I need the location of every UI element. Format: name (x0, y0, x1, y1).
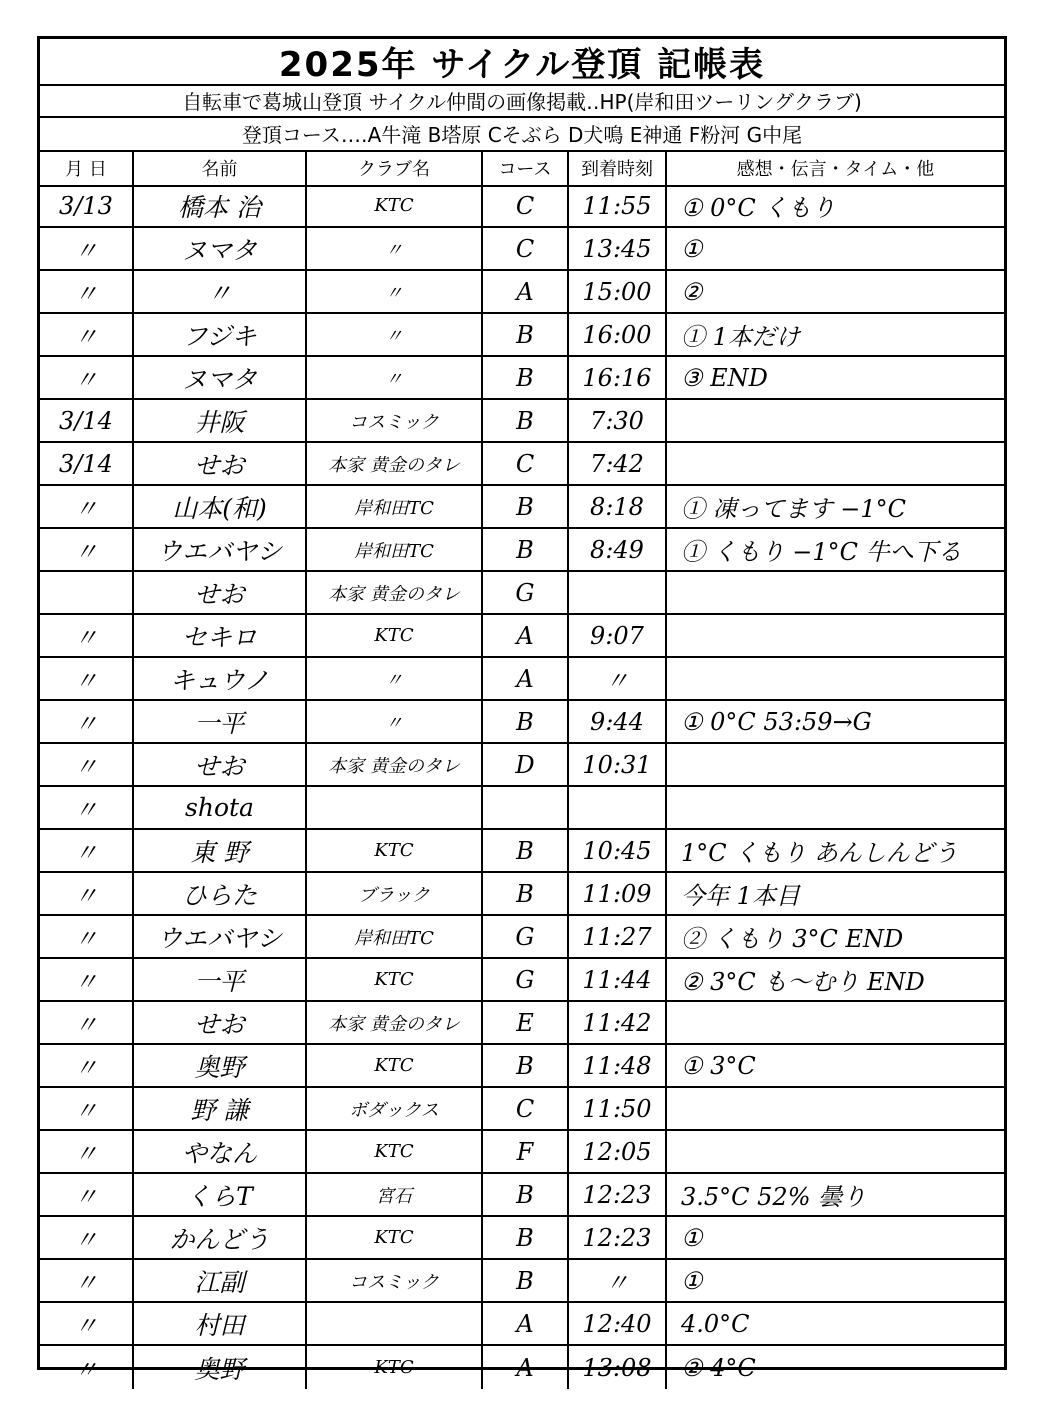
cell-time: 16:16 (569, 357, 667, 398)
table-row (40, 615, 1004, 658)
column-header-club: クラブ名 (307, 150, 483, 185)
cell-date: 〃 (40, 357, 134, 398)
sheet-title: 2025年 サイクル登頂 記帳表 (40, 39, 1004, 86)
cell-name: せお (134, 1002, 307, 1043)
cell-course: A (483, 1303, 569, 1344)
cell-date: 〃 (40, 271, 134, 312)
cell-date: 〃 (40, 314, 134, 355)
sheet-subtitle: 自転車で葛城山登頂 サイクル仲間の画像掲載‥HP(岸和田ツーリングクラブ) (40, 84, 1004, 118)
cell-date: 〃 (40, 744, 134, 785)
cell-notes: ① (681, 1223, 703, 1252)
cell-course: B (483, 701, 569, 742)
cell-notes: ③ END (681, 363, 768, 392)
cell-name: 奥野 (134, 1045, 307, 1086)
cell-date: 〃 (40, 1303, 134, 1344)
cell-course: C (483, 228, 569, 269)
cell-course: A (483, 658, 569, 699)
cell-date: 〃 (40, 787, 134, 828)
cell-name: 橋本 治 (134, 185, 307, 226)
cell-club: KTC (307, 1131, 483, 1172)
table-row (40, 185, 1004, 228)
cell-course: B (483, 314, 569, 355)
cell-time: 11:42 (569, 1002, 667, 1043)
cell-time: 11:50 (569, 1088, 667, 1129)
cell-notes: ② (681, 277, 703, 306)
cell-notes: 1°C くもり あんしんどう (681, 839, 958, 867)
cell-name: せお (134, 443, 307, 484)
cell-time: 8:18 (569, 486, 667, 527)
cell-date: 〃 (40, 1217, 134, 1258)
cell-notes (667, 572, 1004, 613)
cell-notes (667, 400, 1004, 441)
table-row (40, 916, 1004, 959)
table-row (40, 572, 1004, 615)
cell-club (307, 787, 483, 828)
cell-club: 〃 (307, 658, 483, 699)
cell-date: 3/13 (40, 185, 134, 226)
cell-time: 9:44 (569, 701, 667, 742)
cell-name: やなん (134, 1131, 307, 1172)
cell-date: 〃 (40, 830, 134, 871)
cell-course: C (483, 1088, 569, 1129)
cell-time: 13:45 (569, 228, 667, 269)
cell-club: 〃 (307, 271, 483, 312)
cell-club: KTC (307, 1217, 483, 1258)
cell-course: B (483, 529, 569, 570)
column-header-course: コース (483, 150, 569, 185)
cell-notes: ① 0°C くもり (681, 194, 836, 222)
cell-course: C (483, 185, 569, 226)
table-row (40, 1174, 1004, 1217)
cell-club: 〃 (307, 314, 483, 355)
cell-time: 9:07 (569, 615, 667, 656)
cell-course: A (483, 615, 569, 656)
cell-club: コスミック (307, 1260, 483, 1301)
cell-course: G (483, 959, 569, 1000)
cell-notes: ① 0°C 53:59→G (681, 707, 872, 736)
cell-club: KTC (307, 959, 483, 1000)
table-row (40, 873, 1004, 916)
cell-name: 山本(和) (134, 486, 307, 527)
cell-club: 岸和田TC (307, 486, 483, 527)
cell-course: B (483, 1174, 569, 1215)
cell-notes (667, 1088, 1004, 1129)
cell-name: セキロ (134, 615, 307, 656)
cell-notes: ① 3°C (681, 1051, 756, 1080)
cell-name: 奥野 (134, 1346, 307, 1389)
cell-date: 〃 (40, 486, 134, 527)
cell-notes (667, 658, 1004, 699)
cell-course (483, 787, 569, 828)
column-header-row (40, 150, 1004, 187)
log-rows (40, 185, 1004, 1384)
table-row (40, 1088, 1004, 1131)
cell-course: G (483, 572, 569, 613)
cell-name: かんどう (134, 1217, 307, 1258)
cell-notes: 3.5°C 52% 曇り (681, 1183, 867, 1211)
cell-time: 12:23 (569, 1174, 667, 1215)
cell-date: 〃 (40, 701, 134, 742)
table-row (40, 357, 1004, 400)
cell-date: 〃 (40, 1131, 134, 1172)
cell-time: 11:48 (569, 1045, 667, 1086)
cell-date: 〃 (40, 1260, 134, 1301)
table-row (40, 701, 1004, 744)
cell-date: 〃 (40, 1346, 134, 1389)
cell-time: 7:30 (569, 400, 667, 441)
cell-time: 〃 (569, 1260, 667, 1301)
cell-course: B (483, 1045, 569, 1086)
cell-name: 井阪 (134, 400, 307, 441)
course-legend: 登頂コース‥‥A牛滝 B塔原 Cそぶら D犬鳴 E神通 F粉河 G中尾 (40, 116, 1004, 152)
column-header-notes: 感想・伝言・タイム・他 (736, 158, 935, 180)
cell-club: KTC (307, 615, 483, 656)
cell-date (40, 572, 134, 613)
cell-date: 3/14 (40, 443, 134, 484)
cell-name: shota (134, 787, 307, 828)
table-row (40, 1303, 1004, 1346)
cell-date: 〃 (40, 1045, 134, 1086)
cell-date: 〃 (40, 1002, 134, 1043)
cell-time: 15:00 (569, 271, 667, 312)
column-header-name: 名前 (134, 150, 307, 185)
cell-date: 〃 (40, 916, 134, 957)
cell-course: B (483, 1260, 569, 1301)
cell-date: 〃 (40, 228, 134, 269)
table-row (40, 228, 1004, 271)
cell-name: 〃 (134, 271, 307, 312)
cell-date: 3/14 (40, 400, 134, 441)
cell-notes (667, 1131, 1004, 1172)
cell-time: 12:05 (569, 1131, 667, 1172)
cell-time: 11:55 (569, 185, 667, 226)
cell-notes: ② くもり 3°C END (681, 925, 904, 953)
cell-club: 本家 黄金のタレ (307, 744, 483, 785)
cell-name: 東 野 (134, 830, 307, 871)
cell-name: キュウノ (134, 658, 307, 699)
cell-date: 〃 (40, 959, 134, 1000)
cell-date: 〃 (40, 529, 134, 570)
cell-course: D (483, 744, 569, 785)
cell-club: 本家 黄金のタレ (307, 572, 483, 613)
cell-time: 11:44 (569, 959, 667, 1000)
cell-club: ボダックス (307, 1088, 483, 1129)
table-row (40, 1260, 1004, 1303)
table-row (40, 1045, 1004, 1088)
cell-course: A (483, 271, 569, 312)
cell-name: ヌマタ (134, 228, 307, 269)
cell-notes: ② 4°C (681, 1353, 756, 1382)
cell-club: KTC (307, 1045, 483, 1086)
cell-notes: 4.0°C (681, 1309, 750, 1338)
table-row (40, 1217, 1004, 1260)
cell-time: 8:49 (569, 529, 667, 570)
cell-date: 〃 (40, 615, 134, 656)
cell-course: G (483, 916, 569, 957)
cell-club: 岸和田TC (307, 529, 483, 570)
cell-course: C (483, 443, 569, 484)
table-row (40, 443, 1004, 486)
cell-course: B (483, 357, 569, 398)
cell-name: 江副 (134, 1260, 307, 1301)
cell-course: B (483, 1217, 569, 1258)
cell-course: B (483, 400, 569, 441)
table-row (40, 486, 1004, 529)
table-row (40, 1346, 1004, 1389)
cell-club: ブラック (307, 873, 483, 914)
table-row (40, 959, 1004, 1002)
cell-date: 〃 (40, 873, 134, 914)
cell-time: 11:27 (569, 916, 667, 957)
cell-club: 岸和田TC (307, 916, 483, 957)
cell-name: フジキ (134, 314, 307, 355)
cell-notes (667, 787, 1004, 828)
table-row (40, 529, 1004, 572)
table-row (40, 744, 1004, 787)
cell-club (307, 1303, 483, 1344)
cell-course: A (483, 1346, 569, 1389)
cell-course: B (483, 486, 569, 527)
table-row (40, 830, 1004, 873)
cell-name: ウエバヤシ (134, 529, 307, 570)
cell-time: 10:31 (569, 744, 667, 785)
cell-time (569, 787, 667, 828)
cell-notes (667, 744, 1004, 785)
cell-date: 〃 (40, 1174, 134, 1215)
cell-course: F (483, 1131, 569, 1172)
table-row (40, 400, 1004, 443)
cell-club: 〃 (307, 701, 483, 742)
cell-notes: ① (681, 234, 703, 263)
cell-club: 〃 (307, 228, 483, 269)
cell-time: 16:00 (569, 314, 667, 355)
cell-name: 野 謙 (134, 1088, 307, 1129)
cell-club: 〃 (307, 357, 483, 398)
logbook-sheet (37, 36, 1007, 1384)
cell-date: 〃 (40, 658, 134, 699)
table-row (40, 787, 1004, 830)
table-row (40, 1002, 1004, 1045)
cell-club: 本家 黄金のタレ (307, 1002, 483, 1043)
cell-notes: ① 1本だけ (681, 323, 800, 351)
cell-time: 7:42 (569, 443, 667, 484)
cell-name: 一平 (134, 701, 307, 742)
cell-time: 13:08 (569, 1346, 667, 1389)
cell-club: コスミック (307, 400, 483, 441)
table-row (40, 271, 1004, 314)
cell-club: KTC (307, 830, 483, 871)
cell-notes: 今年 1本目 (681, 882, 800, 910)
cell-name: ひらた (134, 873, 307, 914)
cell-name: 一平 (134, 959, 307, 1000)
cell-club: KTC (307, 1346, 483, 1389)
cell-name: せお (134, 744, 307, 785)
table-row (40, 1131, 1004, 1174)
cell-course: B (483, 830, 569, 871)
cell-date: 〃 (40, 1088, 134, 1129)
cell-notes (667, 443, 1004, 484)
cell-course: E (483, 1002, 569, 1043)
cell-club: KTC (307, 185, 483, 226)
cell-notes: ① (681, 1266, 703, 1295)
cell-name: 村田 (134, 1303, 307, 1344)
cell-notes: ① 凍ってます −1°C (681, 495, 906, 523)
cell-name: ウエバヤシ (134, 916, 307, 957)
cell-name: せお (134, 572, 307, 613)
cell-notes: ② 3°C も〜むり END (681, 968, 925, 996)
cell-time: 10:45 (569, 830, 667, 871)
cell-course: B (483, 873, 569, 914)
cell-club: 本家 黄金のタレ (307, 443, 483, 484)
column-header-time: 到着時刻 (569, 150, 667, 185)
cell-time: 12:23 (569, 1217, 667, 1258)
cell-name: ヌマタ (134, 357, 307, 398)
table-row (40, 658, 1004, 701)
table-row (40, 314, 1004, 357)
column-header-date: 月 日 (40, 150, 134, 185)
cell-name: くらT (134, 1174, 307, 1215)
cell-club: 宮石 (307, 1174, 483, 1215)
cell-notes (667, 615, 1004, 656)
cell-time: 11:09 (569, 873, 667, 914)
cell-time: 12:40 (569, 1303, 667, 1344)
cell-time (569, 572, 667, 613)
cell-notes (667, 1002, 1004, 1043)
cell-notes: ① くもり −1°C 牛へ下る (681, 538, 962, 566)
cell-time: 〃 (569, 658, 667, 699)
